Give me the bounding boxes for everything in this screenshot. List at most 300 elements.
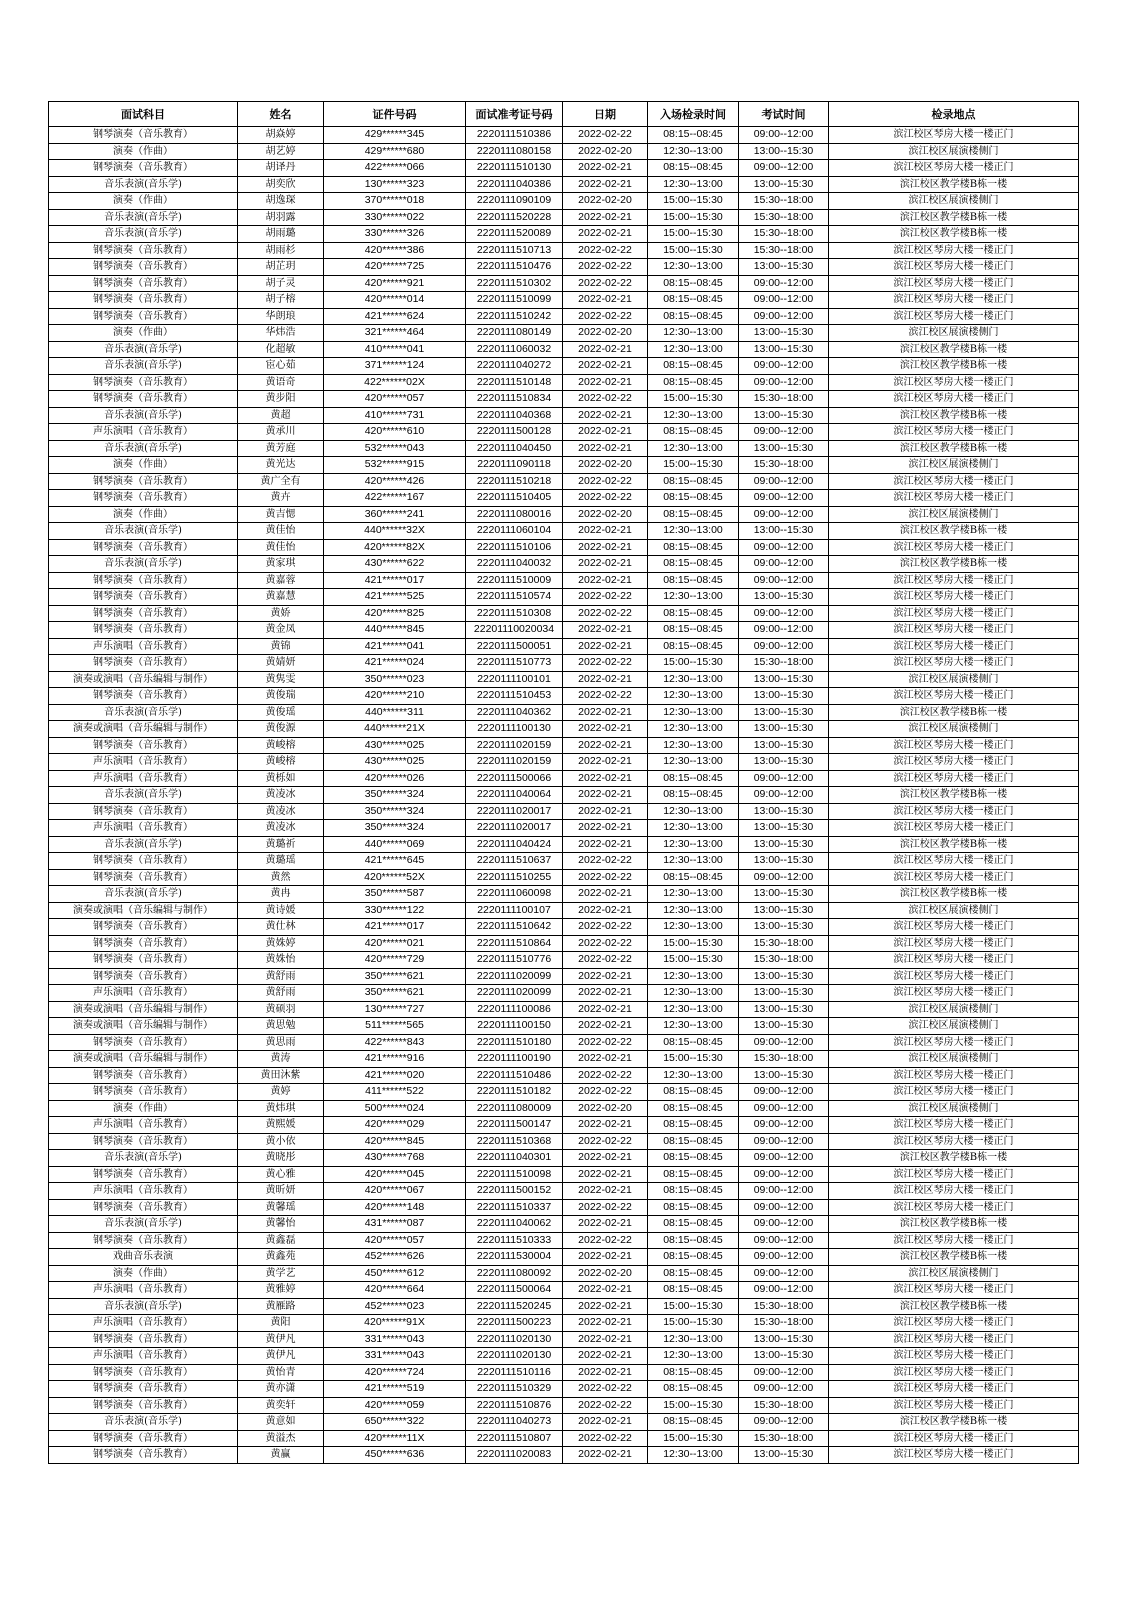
exam-time-cell: 15:30--18:00 [739,1315,829,1332]
exam-time-cell: 09:00--12:00 [739,358,829,375]
subject-cell: 钢琴演奏（音乐教育） [49,1067,238,1084]
name-cell: 黄婷 [238,1084,324,1101]
subject-cell: 钢琴演奏（音乐教育） [49,622,238,639]
admission-number-cell: 2220111040386 [466,176,563,193]
admission-number-cell: 2220111040362 [466,704,563,721]
id-number-cell: 429******680 [324,143,466,160]
admission-number-cell: 2220111510368 [466,1133,563,1150]
checkin-time-cell: 08:15--08:45 [648,127,739,144]
table-row [49,1315,1079,1332]
location-cell: 滨江校区教学楼B栋一楼 [829,787,1079,804]
table-row [49,556,1079,573]
id-number-cell: 420******921 [324,275,466,292]
table-row [49,242,1079,259]
subject-cell: 钢琴演奏（音乐教育） [49,605,238,622]
date-cell: 2022-02-22 [563,242,648,259]
id-number-cell: 420******067 [324,1183,466,1200]
name-cell: 黄舒雨 [238,985,324,1002]
checkin-time-cell: 12:30--13:00 [648,1067,739,1084]
id-number-cell: 420******014 [324,292,466,309]
date-cell: 2022-02-21 [563,1166,648,1183]
table-row [49,721,1079,738]
name-cell: 黄思勉 [238,1018,324,1035]
date-cell: 2022-02-21 [563,787,648,804]
exam-time-cell: 09:00--12:00 [739,1265,829,1282]
location-cell: 滨江校区琴房大楼一楼正门 [829,1183,1079,1200]
location-cell: 滨江校区教学楼B栋一楼 [829,341,1079,358]
checkin-time-cell: 08:15--08:45 [648,605,739,622]
table-row [49,160,1079,177]
exam-time-cell: 13:00--15:30 [739,1331,829,1348]
table-row [49,787,1079,804]
checkin-time-cell: 15:00--15:30 [648,1430,739,1447]
checkin-time-cell: 12:30--13:00 [648,803,739,820]
name-cell: 黄佳怡 [238,539,324,556]
id-number-cell: 421******017 [324,919,466,936]
exam-time-cell: 09:00--12:00 [739,1084,829,1101]
date-cell: 2022-02-22 [563,1084,648,1101]
id-number-cell: 420******725 [324,259,466,276]
subject-cell: 钢琴演奏（音乐教育） [49,655,238,672]
date-cell: 2022-02-20 [563,193,648,210]
admission-number-cell: 2220111060098 [466,886,563,903]
table-row [49,506,1079,523]
checkin-time-cell: 08:15--08:45 [648,1364,739,1381]
subject-cell: 钢琴演奏（音乐教育） [49,1381,238,1398]
table-row [49,770,1079,787]
location-cell: 滨江校区琴房大楼一楼正门 [829,1166,1079,1183]
location-cell: 滨江校区琴房大楼一楼正门 [829,160,1079,177]
name-cell: 黄凌冰 [238,820,324,837]
date-cell: 2022-02-21 [563,1447,648,1464]
date-cell: 2022-02-22 [563,655,648,672]
date-cell: 2022-02-21 [563,1249,648,1266]
id-number-cell: 350******324 [324,820,466,837]
checkin-time-cell: 08:15--08:45 [648,638,739,655]
admission-number-cell: 2220111510405 [466,490,563,507]
admission-number-cell: 2220111080016 [466,506,563,523]
location-cell: 滨江校区琴房大楼一楼正门 [829,638,1079,655]
subject-cell: 钢琴演奏（音乐教育） [49,1166,238,1183]
id-number-cell: 420******52X [324,869,466,886]
subject-cell: 钢琴演奏（音乐教育） [49,1447,238,1464]
col-header-checkin-time: 入场检录时间 [648,102,739,127]
subject-cell: 音乐表演(音乐学) [49,440,238,457]
name-cell: 黄思雨 [238,1034,324,1051]
id-number-cell: 411******522 [324,1084,466,1101]
subject-cell: 钢琴演奏（音乐教育） [49,292,238,309]
table-row [49,820,1079,837]
location-cell: 滨江校区琴房大楼一楼正门 [829,1348,1079,1365]
subject-cell: 钢琴演奏（音乐教育） [49,737,238,754]
name-cell: 黄鑫磊 [238,1232,324,1249]
name-cell: 黄熙媛 [238,1117,324,1134]
date-cell: 2022-02-22 [563,259,648,276]
admission-number-cell: 2220111510876 [466,1397,563,1414]
checkin-time-cell: 08:15--08:45 [648,374,739,391]
id-number-cell: 420******057 [324,1232,466,1249]
location-cell: 滨江校区琴房大楼一楼正门 [829,1331,1079,1348]
checkin-time-cell: 12:30--13:00 [648,341,739,358]
exam-time-cell: 13:00--15:30 [739,259,829,276]
exam-time-cell: 09:00--12:00 [739,787,829,804]
admission-number-cell: 2220111510486 [466,1067,563,1084]
location-cell: 滨江校区琴房大楼一楼正门 [829,242,1079,259]
id-number-cell: 532******043 [324,440,466,457]
name-cell: 胡雨杉 [238,242,324,259]
date-cell: 2022-02-22 [563,1034,648,1051]
admission-number-cell: 2220111090118 [466,457,563,474]
name-cell: 黄然 [238,869,324,886]
exam-time-cell: 13:00--15:30 [739,968,829,985]
subject-cell: 音乐表演(音乐学) [49,407,238,424]
exam-time-cell: 13:00--15:30 [739,1018,829,1035]
table-row [49,704,1079,721]
name-cell: 胡子榕 [238,292,324,309]
location-cell: 滨江校区琴房大楼一楼正门 [829,1067,1079,1084]
date-cell: 2022-02-21 [563,886,648,903]
name-cell: 胡奕欣 [238,176,324,193]
admission-number-cell: 2220111080092 [466,1265,563,1282]
location-cell: 滨江校区琴房大楼一楼正门 [829,1282,1079,1299]
exam-time-cell: 13:00--15:30 [739,440,829,457]
checkin-time-cell: 12:30--13:00 [648,721,739,738]
col-header-name: 姓名 [238,102,324,127]
exam-time-cell: 13:00--15:30 [739,737,829,754]
subject-cell: 钢琴演奏（音乐教育） [49,1133,238,1150]
exam-time-cell: 09:00--12:00 [739,605,829,622]
subject-cell: 音乐表演(音乐学) [49,226,238,243]
admission-number-cell: 2220111080009 [466,1100,563,1117]
date-cell: 2022-02-21 [563,968,648,985]
checkin-time-cell: 12:30--13:00 [648,1018,739,1035]
exam-time-cell: 09:00--12:00 [739,1381,829,1398]
admission-number-cell: 2220111500064 [466,1282,563,1299]
date-cell: 2022-02-21 [563,1348,648,1365]
table-row [49,572,1079,589]
subject-cell: 声乐演唱（音乐教育） [49,770,238,787]
id-number-cell: 331******043 [324,1348,466,1365]
id-number-cell: 421******017 [324,572,466,589]
table-row [49,259,1079,276]
exam-time-cell: 09:00--12:00 [739,1199,829,1216]
location-cell: 滨江校区教学楼B栋一楼 [829,1298,1079,1315]
id-number-cell: 420******021 [324,935,466,952]
checkin-time-cell: 12:30--13:00 [648,886,739,903]
name-cell: 黄伊凡 [238,1331,324,1348]
admission-number-cell: 2220111020017 [466,820,563,837]
location-cell: 滨江校区琴房大楼一楼正门 [829,127,1079,144]
checkin-time-cell: 08:15--08:45 [648,292,739,309]
checkin-time-cell: 08:15--08:45 [648,275,739,292]
exam-time-cell: 13:00--15:30 [739,704,829,721]
exam-time-cell: 13:00--15:30 [739,754,829,771]
checkin-time-cell: 12:30--13:00 [648,259,739,276]
name-cell: 黄俊瑞 [238,688,324,705]
location-cell: 滨江校区教学楼B栋一楼 [829,836,1079,853]
date-cell: 2022-02-20 [563,457,648,474]
location-cell: 滨江校区琴房大楼一楼正门 [829,589,1079,606]
date-cell: 2022-02-21 [563,1001,648,1018]
admission-number-cell: 2220111100101 [466,671,563,688]
exam-time-cell: 13:00--15:30 [739,1348,829,1365]
exam-time-cell: 13:00--15:30 [739,176,829,193]
admission-number-cell: 2220111510308 [466,605,563,622]
exam-time-cell: 15:30--18:00 [739,391,829,408]
checkin-time-cell: 12:30--13:00 [648,1447,739,1464]
location-cell: 滨江校区教学楼B栋一楼 [829,176,1079,193]
table-row [49,143,1079,160]
date-cell: 2022-02-21 [563,539,648,556]
name-cell: 黄光达 [238,457,324,474]
admission-number-cell: 2220111020130 [466,1331,563,1348]
location-cell: 滨江校区琴房大楼一楼正门 [829,308,1079,325]
id-number-cell: 511******565 [324,1018,466,1035]
date-cell: 2022-02-21 [563,358,648,375]
exam-time-cell: 09:00--12:00 [739,1232,829,1249]
exam-time-cell: 15:30--18:00 [739,1298,829,1315]
admission-number-cell: 2220111510453 [466,688,563,705]
table-row [49,539,1079,556]
table-row [49,968,1079,985]
table-row [49,1051,1079,1068]
exam-time-cell: 13:00--15:30 [739,721,829,738]
location-cell: 滨江校区展演楼侧门 [829,671,1079,688]
table-row [49,1265,1079,1282]
exam-time-cell: 09:00--12:00 [739,160,829,177]
subject-cell: 音乐表演(音乐学) [49,704,238,721]
subject-cell: 演奏或演唱（音乐编辑与制作） [49,1018,238,1035]
name-cell: 胡雨璐 [238,226,324,243]
table-row [49,127,1079,144]
date-cell: 2022-02-21 [563,638,648,655]
subject-cell: 钢琴演奏（音乐教育） [49,1430,238,1447]
exam-time-cell: 13:00--15:30 [739,1001,829,1018]
table-row [49,836,1079,853]
admission-number-cell: 2220111510713 [466,242,563,259]
exam-time-cell: 13:00--15:30 [739,985,829,1002]
table-row [49,655,1079,672]
checkin-time-cell: 15:00--15:30 [648,655,739,672]
admission-number-cell: 2220111100150 [466,1018,563,1035]
id-number-cell: 130******727 [324,1001,466,1018]
date-cell: 2022-02-21 [563,1298,648,1315]
table-row [49,1216,1079,1233]
name-cell: 黄馨怡 [238,1216,324,1233]
admission-number-cell: 22201110020034 [466,622,563,639]
date-cell: 2022-02-20 [563,325,648,342]
date-cell: 2022-02-21 [563,160,648,177]
exam-time-cell: 09:00--12:00 [739,572,829,589]
checkin-time-cell: 12:30--13:00 [648,523,739,540]
exam-time-cell: 09:00--12:00 [739,638,829,655]
admission-number-cell: 2220111510242 [466,308,563,325]
date-cell: 2022-02-21 [563,209,648,226]
exam-time-cell: 09:00--12:00 [739,1100,829,1117]
table-row [49,1001,1079,1018]
admission-number-cell: 2220111040273 [466,1414,563,1431]
table-row [49,1199,1079,1216]
date-cell: 2022-02-22 [563,127,648,144]
checkin-time-cell: 15:00--15:30 [648,1315,739,1332]
table-row [49,919,1079,936]
table-row [49,605,1079,622]
admission-number-cell: 2220111040272 [466,358,563,375]
subject-cell: 钢琴演奏（音乐教育） [49,127,238,144]
exam-time-cell: 13:00--15:30 [739,143,829,160]
checkin-time-cell: 08:15--08:45 [648,622,739,639]
checkin-time-cell: 08:15--08:45 [648,539,739,556]
id-number-cell: 420******825 [324,605,466,622]
exam-time-cell: 15:30--18:00 [739,1397,829,1414]
date-cell: 2022-02-21 [563,820,648,837]
table-row [49,193,1079,210]
id-number-cell: 421******645 [324,853,466,870]
table-row [49,638,1079,655]
checkin-time-cell: 12:30--13:00 [648,1348,739,1365]
exam-time-cell: 13:00--15:30 [739,886,829,903]
admission-number-cell: 2220111020099 [466,968,563,985]
subject-cell: 音乐表演(音乐学) [49,836,238,853]
name-cell: 黄峻榕 [238,737,324,754]
name-cell: 胡芷玥 [238,259,324,276]
table-row [49,1034,1079,1051]
exam-time-cell: 13:00--15:30 [739,919,829,936]
checkin-time-cell: 12:30--13:00 [648,985,739,1002]
location-cell: 滨江校区教学楼B栋一楼 [829,407,1079,424]
exam-time-cell: 09:00--12:00 [739,473,829,490]
subject-cell: 钢琴演奏（音乐教育） [49,242,238,259]
admission-number-cell: 2220111510834 [466,391,563,408]
col-header-exam-time: 考试时间 [739,102,829,127]
location-cell: 滨江校区教学楼B栋一楼 [829,886,1079,903]
exam-time-cell: 13:00--15:30 [739,902,829,919]
subject-cell: 钢琴演奏（音乐教育） [49,968,238,985]
date-cell: 2022-02-22 [563,1133,648,1150]
id-number-cell: 422******02X [324,374,466,391]
exam-time-cell: 09:00--12:00 [739,1117,829,1134]
subject-cell: 钢琴演奏（音乐教育） [49,1034,238,1051]
table-row [49,1430,1079,1447]
date-cell: 2022-02-21 [563,556,648,573]
name-cell: 黄语奇 [238,374,324,391]
date-cell: 2022-02-21 [563,407,648,424]
name-cell: 黄卉 [238,490,324,507]
date-cell: 2022-02-21 [563,985,648,1002]
admission-number-cell: 2220111040032 [466,556,563,573]
table-row [49,391,1079,408]
admission-number-cell: 2220111510574 [466,589,563,606]
location-cell: 滨江校区琴房大楼一楼正门 [829,1199,1079,1216]
id-number-cell: 420******82X [324,539,466,556]
date-cell: 2022-02-22 [563,1397,648,1414]
id-number-cell: 360******241 [324,506,466,523]
date-cell: 2022-02-21 [563,671,648,688]
admission-number-cell: 2220111510776 [466,952,563,969]
id-number-cell: 430******622 [324,556,466,573]
name-cell: 黄亦潇 [238,1381,324,1398]
id-number-cell: 422******167 [324,490,466,507]
subject-cell: 音乐表演(音乐学) [49,341,238,358]
subject-cell: 钢琴演奏（音乐教育） [49,259,238,276]
exam-time-cell: 09:00--12:00 [739,1216,829,1233]
table-row [49,1117,1079,1134]
table-row [49,754,1079,771]
admission-number-cell: 2220111510099 [466,292,563,309]
checkin-time-cell: 15:00--15:30 [648,1298,739,1315]
name-cell: 黄姝怡 [238,952,324,969]
date-cell: 2022-02-22 [563,952,648,969]
subject-cell: 声乐演唱（音乐教育） [49,1117,238,1134]
id-number-cell: 421******525 [324,589,466,606]
checkin-time-cell: 08:15--08:45 [648,1183,739,1200]
id-number-cell: 420******059 [324,1397,466,1414]
location-cell: 滨江校区琴房大楼一楼正门 [829,820,1079,837]
date-cell: 2022-02-22 [563,605,648,622]
admission-number-cell: 2220111510773 [466,655,563,672]
id-number-cell: 350******587 [324,886,466,903]
col-header-date: 日期 [563,102,648,127]
location-cell: 滨江校区教学楼B栋一楼 [829,523,1079,540]
checkin-time-cell: 12:30--13:00 [648,176,739,193]
table-row [49,1150,1079,1167]
checkin-time-cell: 08:15--08:45 [648,490,739,507]
location-cell: 滨江校区展演楼侧门 [829,1051,1079,1068]
subject-cell: 钢琴演奏（音乐教育） [49,308,238,325]
table-row [49,424,1079,441]
admission-number-cell: 2220111510807 [466,1430,563,1447]
table-row [49,1249,1079,1266]
name-cell: 黄鑫苑 [238,1249,324,1266]
exam-time-cell: 13:00--15:30 [739,836,829,853]
table-row [49,737,1079,754]
checkin-time-cell: 15:00--15:30 [648,193,739,210]
id-number-cell: 421******041 [324,638,466,655]
location-cell: 滨江校区教学楼B栋一楼 [829,1150,1079,1167]
table-row [49,523,1079,540]
exam-time-cell: 09:00--12:00 [739,770,829,787]
subject-cell: 音乐表演(音乐学) [49,1216,238,1233]
checkin-time-cell: 08:15--08:45 [648,1150,739,1167]
id-number-cell: 421******916 [324,1051,466,1068]
admission-number-cell: 2220111500128 [466,424,563,441]
location-cell: 滨江校区琴房大楼一楼正门 [829,1117,1079,1134]
name-cell: 黄璐祈 [238,836,324,853]
id-number-cell: 420******029 [324,1117,466,1134]
exam-time-cell: 13:00--15:30 [739,325,829,342]
id-number-cell: 431******087 [324,1216,466,1233]
name-cell: 黄姝婷 [238,935,324,952]
subject-cell: 钢琴演奏（音乐教育） [49,473,238,490]
subject-cell: 声乐演唱（音乐教育） [49,1282,238,1299]
id-number-cell: 450******612 [324,1265,466,1282]
checkin-time-cell: 15:00--15:30 [648,391,739,408]
admission-number-cell: 2220111510106 [466,539,563,556]
date-cell: 2022-02-22 [563,1232,648,1249]
location-cell: 滨江校区琴房大楼一楼正门 [829,1381,1079,1398]
admission-number-cell: 2220111040301 [466,1150,563,1167]
id-number-cell: 350******621 [324,968,466,985]
date-cell: 2022-02-22 [563,1199,648,1216]
location-cell: 滨江校区展演楼侧门 [829,506,1079,523]
checkin-time-cell: 08:15--08:45 [648,308,739,325]
admission-number-cell: 2220111510642 [466,919,563,936]
id-number-cell: 440******311 [324,704,466,721]
date-cell: 2022-02-21 [563,292,648,309]
admission-number-cell: 2220111510864 [466,935,563,952]
id-number-cell: 420******11X [324,1430,466,1447]
id-number-cell: 421******020 [324,1067,466,1084]
